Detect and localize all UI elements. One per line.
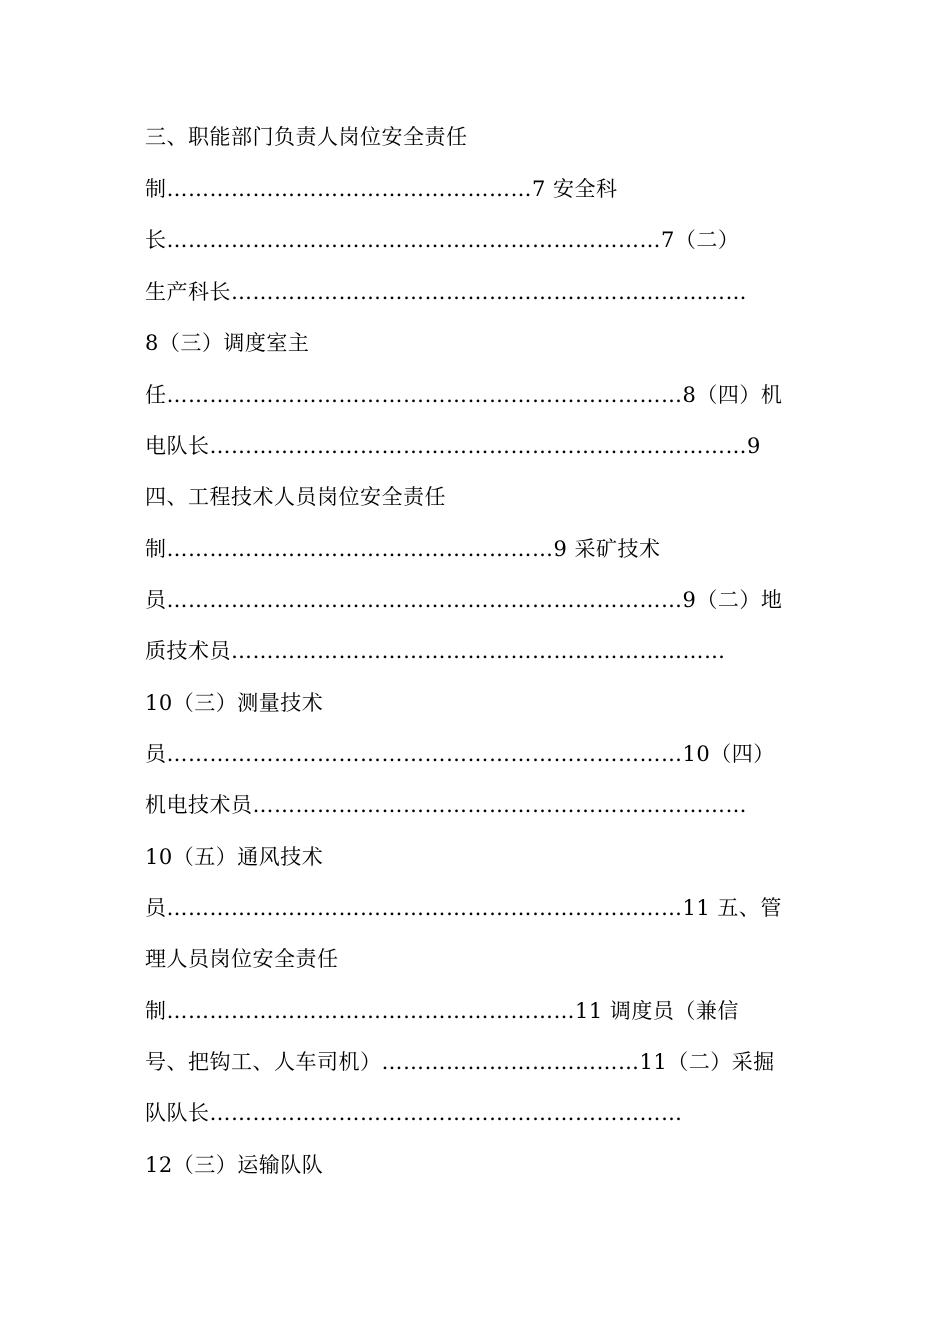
toc-line: 制…………………………………………………11 调度员（兼信 [145,999,739,1023]
toc-line: 12（三）运输队队 [145,1153,324,1177]
toc-line: 长……………………………………………………………7（二） [145,228,740,252]
toc-line: 员………………………………………………………………11 五、管 [145,896,782,920]
toc-line: 号、把钩工、人车司机）………………………………11（二）采掘 [145,1050,775,1074]
toc-line: 任………………………………………………………………8（四）机 [145,383,783,407]
toc-line: 三、职能部门负责人岗位安全责任 [145,125,468,149]
toc-line: 电队长…………………………………………………………………9 [145,434,761,458]
toc-line: 生产科长……………………………………………………………… [145,280,747,304]
toc-line: 员………………………………………………………………10（四） [145,742,775,766]
toc-line: 10（五）通风技术 [145,845,324,869]
toc-line: 队队长………………………………………………………… [145,1101,683,1125]
toc-line: 制………………………………………………9 采矿技术 [145,537,661,561]
toc-line: 机电技术员…………………………………………………………… [145,793,747,817]
toc-line: 8（三）调度室主 [145,331,310,355]
toc-line: 制……………………………………………7 安全科 [145,177,618,201]
toc-line: 10（三）测量技术 [145,691,324,715]
toc-line: 员………………………………………………………………9（二）地 [145,588,783,612]
toc-line: 质技术员…………………………………………………………… [145,639,726,663]
toc-line: 理人员岗位安全责任 [145,947,339,971]
toc-line: 四、工程技术人员岗位安全责任 [145,485,446,509]
